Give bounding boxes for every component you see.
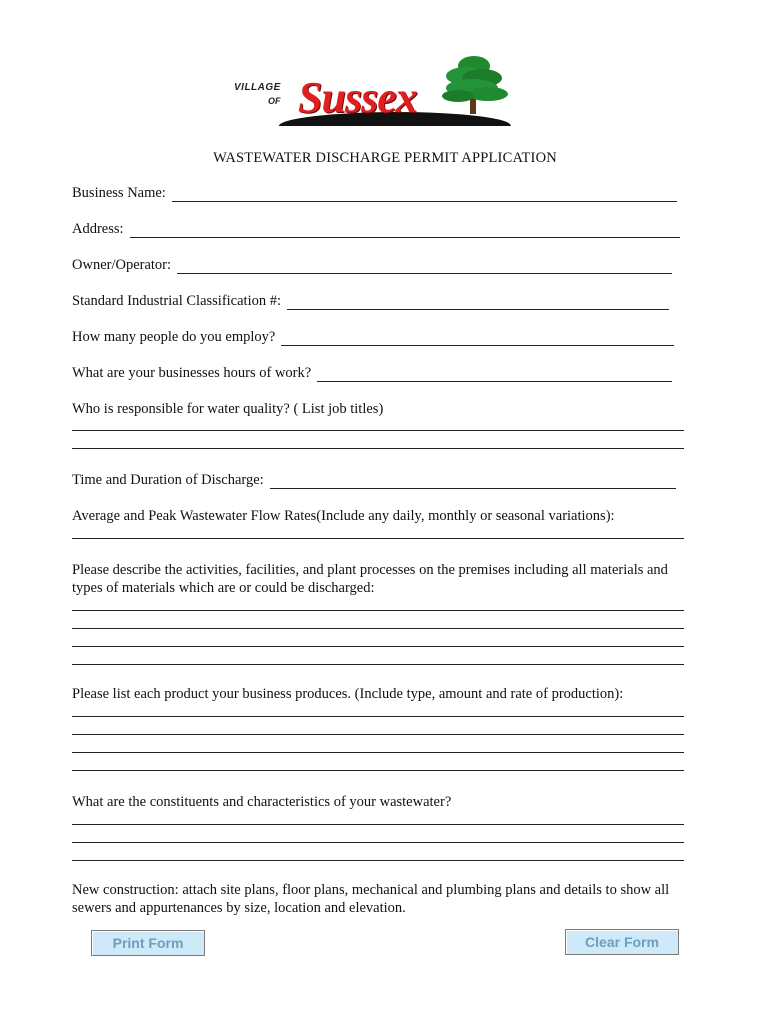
construction-note: New construction: attach site plans, floor plans, mechanical and plumbing plans and details to show all sewers and appurtenances by size, location and elevation. <box>72 882 670 916</box>
flow-rates-label: Average and Peak Wastewater Flow Rates(Include any daily, monthly or seasonal variations): <box>72 508 615 524</box>
flow-rates-line[interactable] <box>72 538 684 539</box>
products-line[interactable] <box>72 716 684 717</box>
water-quality-label: Who is responsible for water quality? ( List job titles) <box>72 401 384 417</box>
logo-sussex-text: Sussex <box>298 73 417 122</box>
logo-village-text: VILLAGE <box>234 82 281 93</box>
constituents-line[interactable] <box>72 842 684 843</box>
address-label: Address: <box>72 221 124 237</box>
activities-line[interactable] <box>72 664 684 665</box>
employees-field[interactable] <box>281 333 674 346</box>
sic-label: Standard Industrial Classification #: <box>72 293 282 309</box>
activities-label: Please describe the activities, facilities, and plant processes on the premises including all materials and types of materials which are or could be discharged: <box>72 562 668 596</box>
village-of-sussex-logo <box>228 52 528 132</box>
products-label: Please list each product your business produces. (Include type, amount and rate of production): <box>72 686 624 702</box>
products-line[interactable] <box>72 752 684 753</box>
discharge-time-field[interactable] <box>270 476 676 489</box>
logo-of-text: OF <box>268 96 281 106</box>
pine-tree-icon <box>428 54 518 116</box>
products-line[interactable] <box>72 734 684 735</box>
owner-operator-field[interactable] <box>177 261 672 274</box>
activities-line[interactable] <box>72 646 684 647</box>
owner-operator-label: Owner/Operator: <box>72 257 172 273</box>
hours-row <box>72 365 672 382</box>
activities-line[interactable] <box>72 628 684 629</box>
constituents-label: What are the constituents and characteristics of your wastewater? <box>72 794 452 810</box>
employees-label: How many people do you employ? <box>72 329 276 345</box>
business-name-label: Business Name: <box>72 185 166 201</box>
products-line[interactable] <box>72 770 684 771</box>
constituents-line[interactable] <box>72 824 684 825</box>
water-quality-line[interactable] <box>72 430 684 431</box>
water-quality-line[interactable] <box>72 448 684 449</box>
business-name-row <box>72 185 677 202</box>
address-row <box>72 221 680 238</box>
sic-row <box>72 293 669 310</box>
sic-field[interactable] <box>287 297 669 310</box>
address-field[interactable] <box>130 225 680 238</box>
activities-line[interactable] <box>72 610 684 611</box>
discharge-time-row <box>72 472 676 489</box>
form-title: WASTEWATER DISCHARGE PERMIT APPLICATION <box>213 150 557 166</box>
hours-label: What are your businesses hours of work? <box>72 365 312 381</box>
clear-form-button[interactable]: Clear Form <box>565 929 679 955</box>
employees-row <box>72 329 674 346</box>
business-name-field[interactable] <box>172 189 677 202</box>
constituents-line[interactable] <box>72 860 684 861</box>
print-form-button[interactable]: Print Form <box>91 930 205 956</box>
owner-operator-row <box>72 257 672 274</box>
hours-field[interactable] <box>317 369 672 382</box>
discharge-time-label: Time and Duration of Discharge: <box>72 472 264 488</box>
